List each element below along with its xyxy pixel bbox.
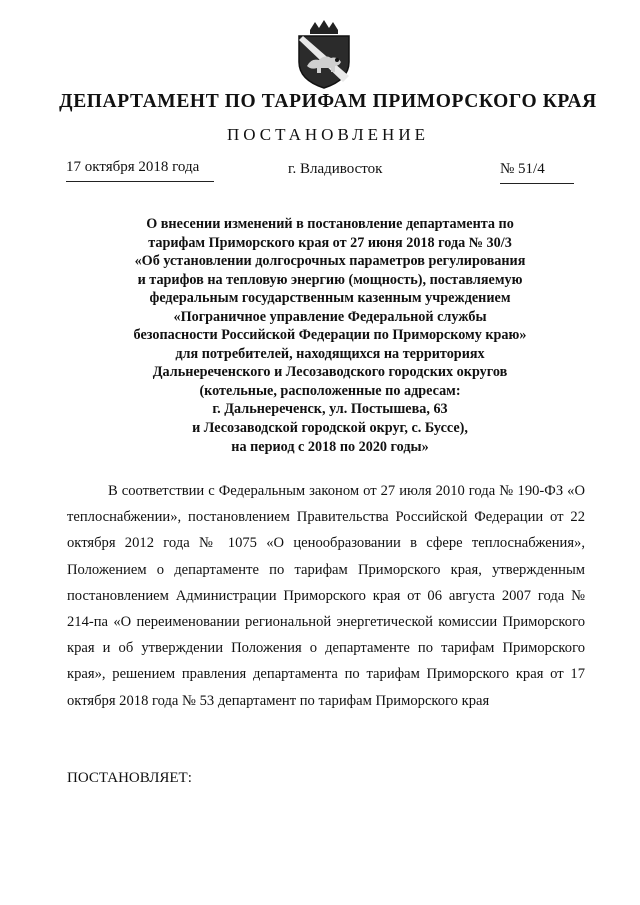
subject-line: (котельные, расположенные по адресам: bbox=[199, 382, 461, 399]
subject-line: и тарифов на тепловую энергию (мощность), поставляемую bbox=[137, 271, 523, 288]
subject-line: Дальнереченского и Лесозаводского городских округов bbox=[152, 364, 508, 381]
subject-line: и Лесозаводской городской округ, с. Буссе), bbox=[192, 420, 468, 437]
decree-date: 17 октября 2018 года bbox=[66, 159, 214, 182]
subject-line: федеральным государственным казенным учреждением bbox=[149, 290, 511, 307]
decree-number: № 51/4 bbox=[500, 161, 574, 184]
document-type: ПОСТАНОВЛЕНИЕ bbox=[226, 125, 429, 144]
preamble-paragraph: В соответствии с Федеральным законом от 27 июля 2010 года № 190-ФЗ «О теплоснабжении», постановлением Правительства Российской Федерации от 22 октября 2012 года № 1075 «О ценообразовании в сфере теплоснабжения», Положением о департаменте по тарифам Приморского края, утвержденным постановлением Администрации Приморского края от 06 августа 2007 года № 214-па «О переименовании региональной энергетической комиссии Приморского края и об утверждении Положения о департаменте по тарифам Приморского края», решением правления департамента по тарифам Приморского края от 17 октября 2018 года № 53 департамент по тарифам Приморского края bbox=[67, 483, 585, 709]
subject-line: «Об установлении долгосрочных параметров регулирования bbox=[134, 253, 526, 270]
decree-city: г. Владивосток bbox=[288, 161, 383, 177]
coat-of-arms-icon bbox=[291, 18, 357, 90]
resolves-heading: ПОСТАНОВЛЯЕТ: bbox=[67, 770, 192, 786]
subject-line: тарифам Приморского края от 27 июня 2018 года № 30/3 bbox=[148, 234, 512, 251]
subject-line: для потребителей, находящихся на территориях bbox=[175, 345, 485, 362]
subject-line: безопасности Российской Федерации по Приморскому краю» bbox=[133, 327, 527, 344]
subject-line: г. Дальнереченск, ул. Постышева, 63 bbox=[212, 401, 448, 418]
subject-line: «Пограничное управление Федеральной службы bbox=[173, 308, 487, 325]
subject-line: на период с 2018 по 2020 годы» bbox=[231, 438, 429, 455]
decree-subject bbox=[80, 215, 580, 456]
subject-line: О внесении изменений в постановление департамента по bbox=[146, 216, 514, 232]
department-title: ДЕПАРТАМЕНТ ПО ТАРИФАМ ПРИМОРСКОГО КРАЯ bbox=[59, 91, 597, 112]
